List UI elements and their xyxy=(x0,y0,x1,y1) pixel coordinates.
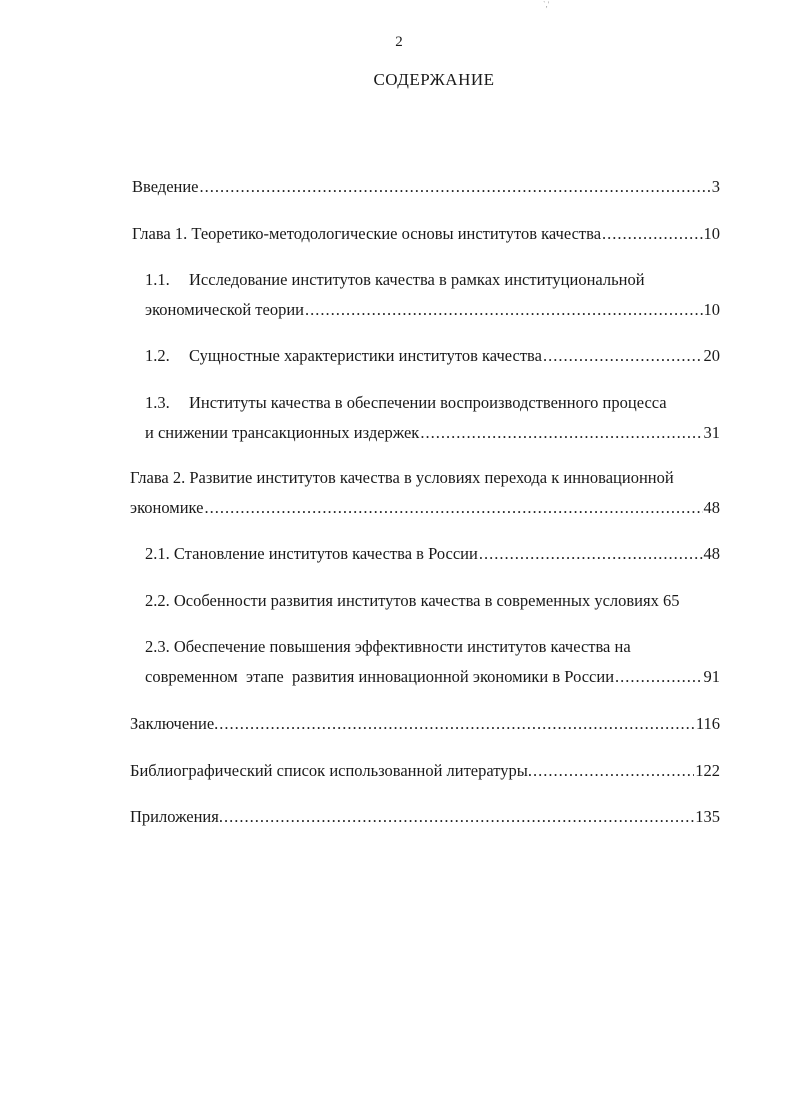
page-number: 2 xyxy=(395,34,403,50)
leader-dots xyxy=(219,713,695,735)
toc-entry-section-2-3-line1[interactable] xyxy=(145,636,631,658)
toc-entry-label: Глава 1. Теоретико-методологические основы институтов качества xyxy=(132,224,602,243)
section-number: 1.2. xyxy=(145,346,170,365)
section-number: 1.3. xyxy=(145,393,170,412)
toc-page-number: 91 xyxy=(703,667,720,686)
toc-entry-label: современном этапе развития инновационной экономики в России xyxy=(145,667,615,686)
toc-entry-label: Библиографический список использованной литературы. xyxy=(130,761,532,780)
toc-entry-label: экономической теории xyxy=(145,300,304,319)
toc-page-number: 3 xyxy=(711,177,720,196)
toc-entry-section-1-3-line1[interactable] xyxy=(145,392,667,414)
leader-dots xyxy=(420,422,702,444)
toc-entry-label: Приложения. xyxy=(130,807,223,826)
toc-page-number: 122 xyxy=(695,761,720,780)
toc-entry-label: 2.1. Становление институтов качества в России xyxy=(145,544,478,563)
leader-dots xyxy=(543,345,703,367)
toc-entry-label: Институты качества в обеспечении воспроизводственного процесса xyxy=(189,393,667,412)
toc-entry-label: Введение xyxy=(132,177,199,196)
toc-entry-label: Заключение. xyxy=(130,714,219,733)
toc-page-number: 48 xyxy=(703,544,720,563)
toc-entry-section-1-2[interactable] xyxy=(145,345,720,367)
toc-entry-section-1-3-line2[interactable] xyxy=(145,422,720,444)
toc-entry-chapter-1[interactable] xyxy=(132,223,720,245)
toc-page-number: 10 xyxy=(703,300,720,319)
scan-artifact: `,' xyxy=(543,0,550,9)
section-number: 1.1. xyxy=(145,270,170,289)
leader-dots xyxy=(615,666,702,688)
leader-dots xyxy=(224,806,694,828)
toc-page-number: 48 xyxy=(703,498,720,517)
toc-entry-section-2-1[interactable] xyxy=(145,543,720,565)
leader-dots xyxy=(200,176,711,198)
toc-entry-label: и снижении трансакционных издержек xyxy=(145,423,420,442)
leader-dots xyxy=(533,760,694,782)
toc-entry-label: Исследование институтов качества в рамках институциональной xyxy=(189,270,645,289)
toc-entry-intro[interactable] xyxy=(132,176,720,198)
toc-entry-section-2-2[interactable] xyxy=(145,590,679,612)
toc-entry-label: Глава 2. Развитие институтов качества в условиях перехода к инновационной xyxy=(130,468,674,487)
leader-dots xyxy=(602,223,702,245)
toc-entry-chapter-2-line1[interactable] xyxy=(130,467,674,489)
toc-page-number: 10 xyxy=(703,224,720,243)
toc-entry-section-1-1-line1[interactable] xyxy=(145,269,645,291)
page-title: СОДЕРЖАНИЕ xyxy=(373,70,495,89)
toc-entry-label: 2.2. Особенности развития институтов качества в современных условиях 65 xyxy=(145,591,680,610)
leader-dots xyxy=(305,299,703,321)
toc-entry-label: 1.2. Сущностные характеристики институтов качества xyxy=(145,346,542,365)
toc-entry-label: 2.3. Обеспечение повышения эффективности институтов качества на xyxy=(145,637,631,656)
toc-page-number: 31 xyxy=(703,423,720,442)
toc-entry-conclusion[interactable] xyxy=(130,713,720,735)
toc-entry-section-2-3-line2[interactable] xyxy=(145,666,720,688)
toc-page-number: 20 xyxy=(703,346,720,365)
toc-entry-chapter-2-line2[interactable] xyxy=(130,497,720,519)
toc-entry-section-1-1-line2[interactable] xyxy=(145,299,720,321)
toc-page-number: 135 xyxy=(695,807,720,826)
toc-entry-bibliography[interactable] xyxy=(130,760,720,782)
leader-dots xyxy=(479,543,703,565)
toc-entry-appendices[interactable] xyxy=(130,806,720,828)
toc-page-number: 116 xyxy=(695,714,720,733)
leader-dots xyxy=(204,497,702,519)
toc-entry-label: экономике xyxy=(130,498,204,517)
